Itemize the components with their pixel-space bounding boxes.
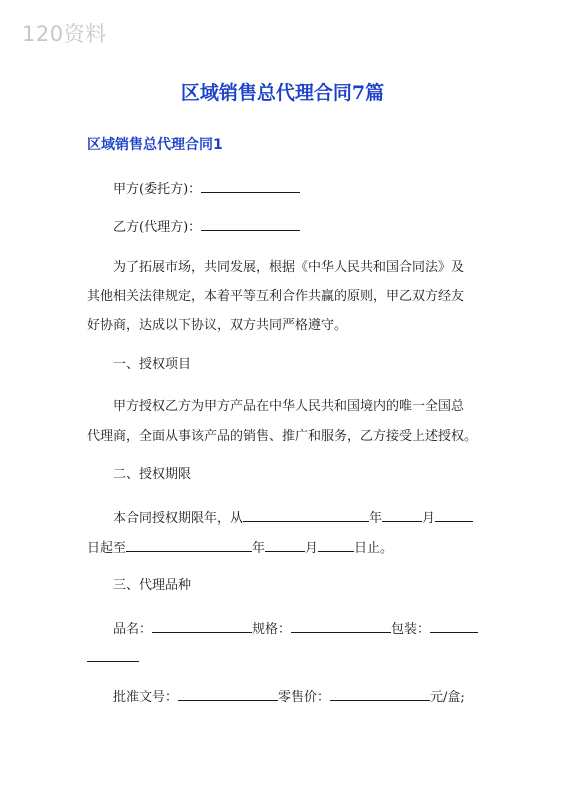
product-line xyxy=(113,618,478,640)
section-title: 区域销售总代理合同1 xyxy=(87,137,223,153)
year-label: 年 xyxy=(369,511,383,526)
clause-2-heading: 二、授权期限 xyxy=(113,467,192,482)
price-unit: 元/盒; xyxy=(430,690,465,705)
month-label: 月 xyxy=(422,511,436,526)
party-b-line xyxy=(113,216,300,238)
day-end-label: 日止。 xyxy=(354,541,394,556)
approval-blank xyxy=(178,686,278,701)
day-from-label: 日起至 xyxy=(87,541,127,556)
party-b-blank xyxy=(201,216,300,231)
retail-price-blank xyxy=(330,686,430,701)
intro-line-2: 其他相关法律规定，本着平等互利合作共赢的原则，甲乙双方经友 xyxy=(87,289,465,304)
package-blank xyxy=(430,618,478,633)
intro-line-1: 为了拓展市场，共同发展，根据《中华人民共和国合同法》及 xyxy=(113,260,465,275)
product-name-blank xyxy=(152,618,252,633)
retail-price-label: 零售价： xyxy=(278,690,331,705)
product-name-label: 品名： xyxy=(113,622,153,637)
end-month-blank xyxy=(265,537,305,552)
spec-blank xyxy=(291,618,391,633)
start-day-blank xyxy=(435,507,473,522)
approval-line xyxy=(113,686,465,708)
watermark: 120资料 xyxy=(22,22,107,46)
party-b-label: 乙方(代理方)： xyxy=(113,220,202,235)
end-day-blank xyxy=(318,537,354,552)
package-blank-continued xyxy=(87,647,139,662)
spec-label: 规格： xyxy=(252,622,292,637)
party-a-blank xyxy=(201,178,300,193)
document-title: 区域销售总代理合同7篇 xyxy=(180,82,385,104)
term-prefix: 本合同授权期限年，从 xyxy=(113,511,244,526)
intro-line-3: 好协商，达成以下协议，双方共同严格遵守。 xyxy=(87,318,348,333)
clause-3-heading: 三、代理品种 xyxy=(113,578,192,593)
party-a-line xyxy=(113,178,300,200)
clause-1-heading: 一、授权项目 xyxy=(113,357,192,372)
month-label-2: 月 xyxy=(305,541,319,556)
term-line-1 xyxy=(113,507,473,529)
package-continuation-line xyxy=(87,647,139,669)
end-date-blank xyxy=(126,537,252,552)
package-label: 包装： xyxy=(391,622,431,637)
party-a-label: 甲方(委托方)： xyxy=(113,182,202,197)
term-line-2 xyxy=(87,537,393,559)
start-date-blank xyxy=(243,507,369,522)
year-label-2: 年 xyxy=(252,541,266,556)
approval-label: 批准文号： xyxy=(113,690,179,705)
clause-1-line-1: 甲方授权乙方为甲方产品在中华人民共和国境内的唯一全国总 xyxy=(113,399,465,414)
clause-1-line-2: 代理商，全面从事该产品的销售、推广和服务，乙方接受上述授权。 xyxy=(87,429,478,444)
start-month-blank xyxy=(382,507,422,522)
